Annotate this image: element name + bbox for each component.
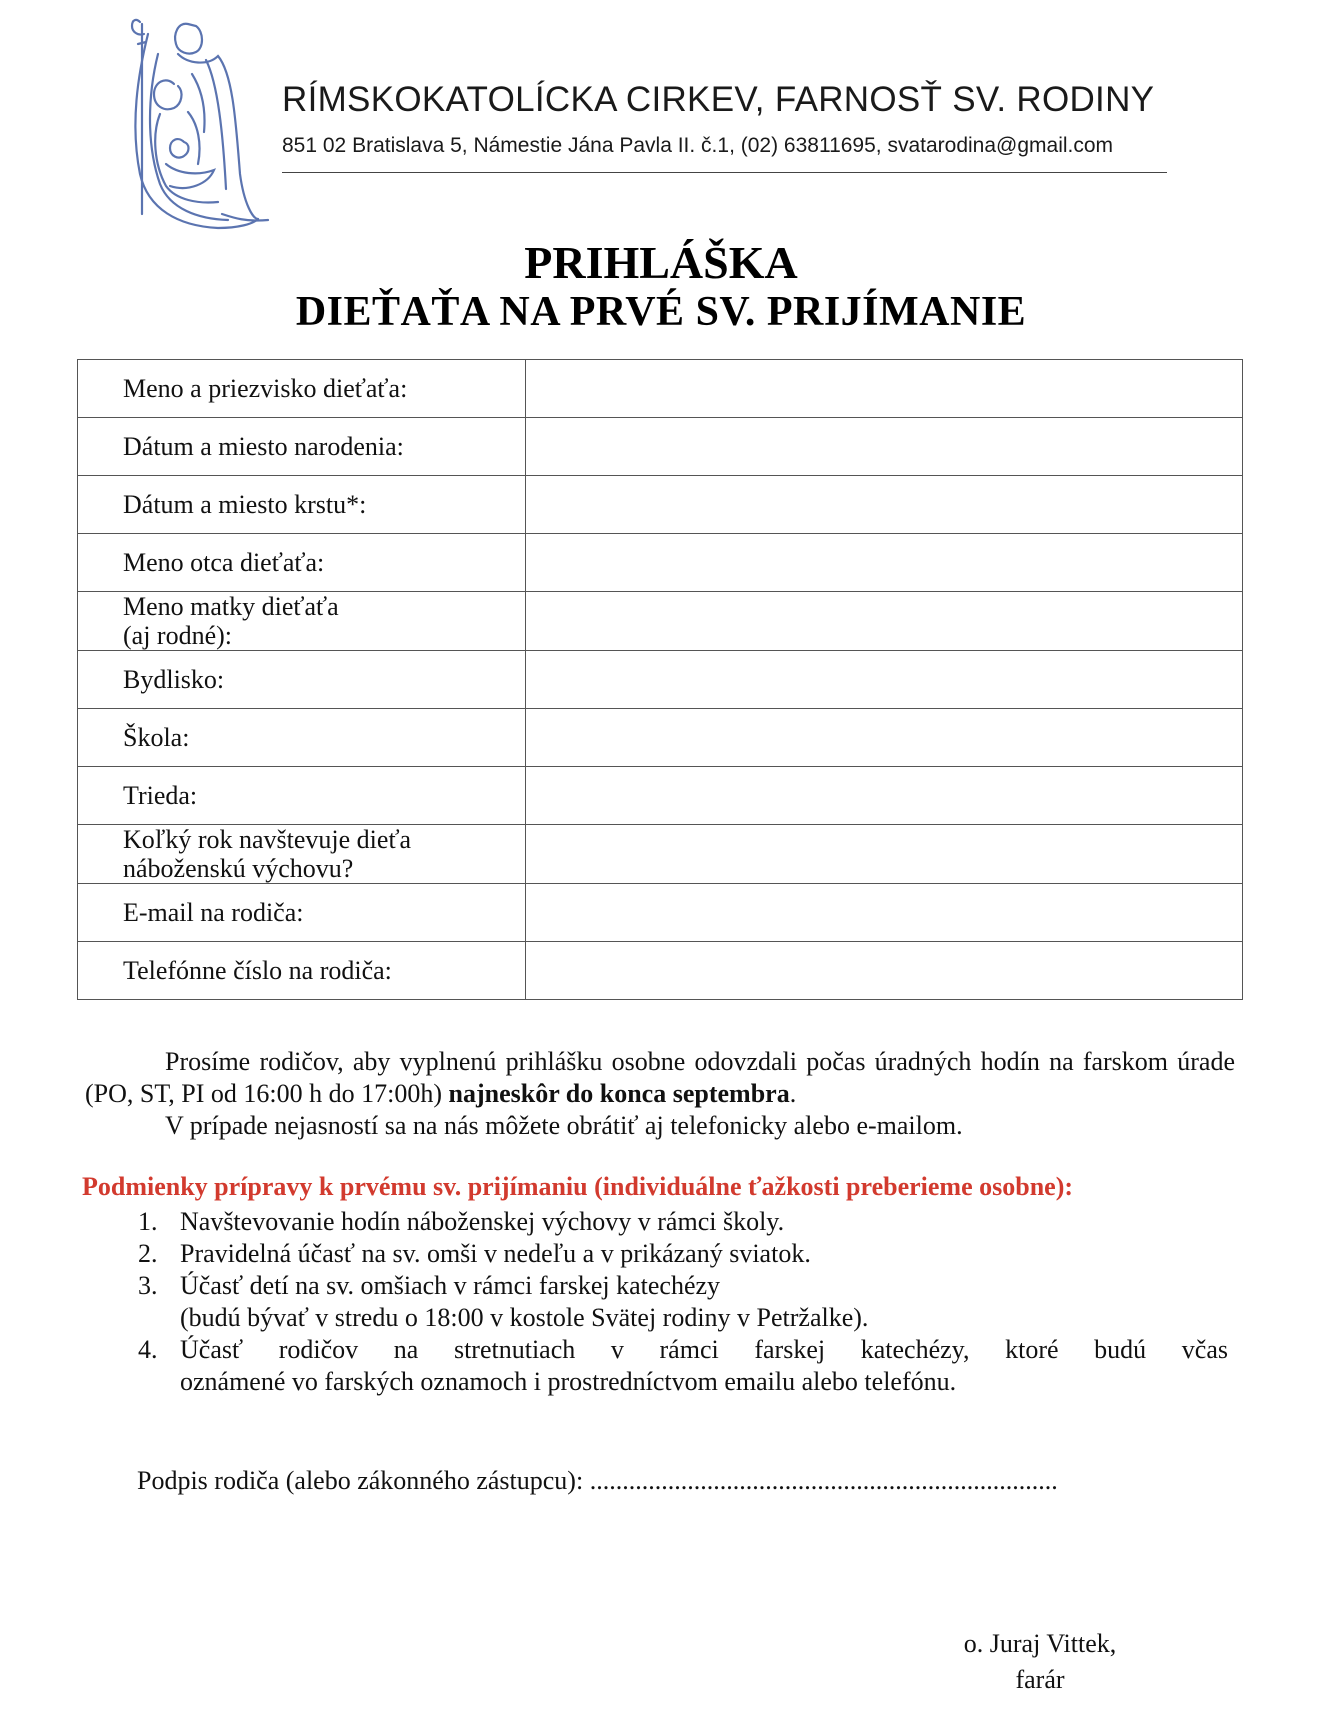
holy-family-logo-icon <box>118 14 278 234</box>
priest-role: farár <box>1015 1665 1065 1694</box>
contact-note: V prípade nejasností sa na nás môžete obrátiť aj telefonicky alebo e-mailom. <box>165 1111 963 1140</box>
label-text: Dátum a miesto krstu*: <box>123 490 367 519</box>
item-text: Pravidelná účasť na sv. omši v nedeľu a v prikázaný sviatok. <box>180 1239 811 1268</box>
label-text: Meno otca dieťaťa: <box>123 548 325 577</box>
page-subtitle: DIEŤAŤA NA PRVÉ SV. PRIJÍMANIE <box>295 289 1027 335</box>
list-item <box>138 1206 1228 1238</box>
field-label <box>78 884 526 942</box>
item-number: 4. <box>138 1335 158 1364</box>
form-row <box>78 592 1243 651</box>
residence-field[interactable] <box>526 651 1243 709</box>
item-number: 1. <box>138 1207 158 1236</box>
form-row <box>78 651 1243 709</box>
field-label <box>78 360 526 418</box>
form-row <box>78 534 1243 592</box>
label-text: Trieda: <box>123 781 198 810</box>
parent-email-field[interactable] <box>526 884 1243 942</box>
item-number: 2. <box>138 1239 158 1268</box>
form-row <box>78 767 1243 825</box>
header-divider <box>282 172 1167 173</box>
instructions-paragraph <box>85 1046 1235 1110</box>
birth-date-place-field[interactable] <box>526 418 1243 476</box>
father-name-field[interactable] <box>526 534 1243 592</box>
field-label <box>78 825 526 884</box>
mother-name-field[interactable] <box>526 592 1243 651</box>
label-text: E-mail na rodiča: <box>123 898 304 927</box>
item-text: Navštevovanie hodín náboženskej výchovy v rámci školy. <box>180 1207 785 1236</box>
parent-signature-line[interactable]: Podpis rodiča (alebo zákonného zástupcu): ........................................................................ <box>137 1466 1058 1495</box>
conditions-list <box>138 1206 1228 1398</box>
label-text: Škola: <box>123 723 190 752</box>
instructions-text: Prosíme rodičov, aby vyplnenú prihlášku osobne odovzdali počas úradných hodín na farskom úrade (PO, ST, PI od 16:00 h do 17:00h) <box>85 1047 1235 1108</box>
item-text: Účasť rodičov na stretnutiach v rámci farskej katechézy, ktoré budú včas <box>180 1335 1228 1364</box>
baptism-date-place-field[interactable] <box>526 476 1243 534</box>
instructions-period: . <box>789 1079 797 1108</box>
item-text-line2: oznámené vo farských oznamoch i prostredníctvom emailu alebo telefónu. <box>180 1367 957 1396</box>
field-label <box>78 651 526 709</box>
form-row <box>78 884 1243 942</box>
label-text: Meno matky dieťaťa <box>123 592 339 621</box>
label-text: Dátum a miesto narodenia: <box>123 432 404 461</box>
item-text-line2: (budú bývať v stredu o 18:00 v kostole Svätej rodiny v Petržalke). <box>180 1303 869 1332</box>
form-row <box>78 476 1243 534</box>
school-field[interactable] <box>526 709 1243 767</box>
priest-signature-block <box>930 1626 1150 1698</box>
form-row <box>78 825 1243 884</box>
form-row <box>78 360 1243 418</box>
list-item <box>138 1334 1228 1398</box>
label-text-line2: (aj rodné): <box>123 621 233 650</box>
field-label <box>78 418 526 476</box>
child-name-field[interactable] <box>526 360 1243 418</box>
field-label <box>78 767 526 825</box>
deadline-text: najneskôr do konca septembra <box>448 1079 790 1108</box>
list-item <box>138 1270 1228 1334</box>
class-field[interactable] <box>526 767 1243 825</box>
label-text: Koľký rok navštevuje dieťa <box>123 825 412 854</box>
priest-name: o. Juraj Vittek, <box>963 1629 1117 1658</box>
label-text: Meno a priezvisko dieťaťa: <box>123 374 408 403</box>
list-item <box>138 1238 1228 1270</box>
parent-phone-field[interactable] <box>526 942 1243 1000</box>
field-label <box>78 942 526 1000</box>
org-address: 851 02 Bratislava 5, Námestie Jána Pavla II. č.1, (02) 63811695, svatarodina@gmail.com <box>282 134 1114 157</box>
label-text-line2: náboženskú výchovu? <box>123 854 354 883</box>
application-form-table <box>77 359 1243 1000</box>
page-title: PRIHLÁŠKA <box>524 237 798 288</box>
field-label <box>78 709 526 767</box>
form-row <box>78 709 1243 767</box>
field-label <box>78 534 526 592</box>
form-row <box>78 418 1243 476</box>
org-name: RÍMSKOKATOLÍCKA CIRKEV, FARNOSŤ SV. RODINY <box>282 80 1155 119</box>
label-text: Telefónne číslo na rodiča: <box>123 956 392 985</box>
form-row <box>78 942 1243 1000</box>
field-label <box>78 476 526 534</box>
conditions-heading: Podmienky prípravy k prvému sv. prijímaniu (individuálne ťažkosti preberieme osobne): <box>82 1172 1074 1201</box>
field-label <box>78 592 526 651</box>
religious-education-year-field[interactable] <box>526 825 1243 884</box>
org-header <box>282 80 1154 158</box>
item-text: Účasť detí na sv. omšiach v rámci farskej katechézy <box>180 1271 721 1300</box>
label-text: Bydlisko: <box>123 665 225 694</box>
item-number: 3. <box>138 1271 158 1300</box>
